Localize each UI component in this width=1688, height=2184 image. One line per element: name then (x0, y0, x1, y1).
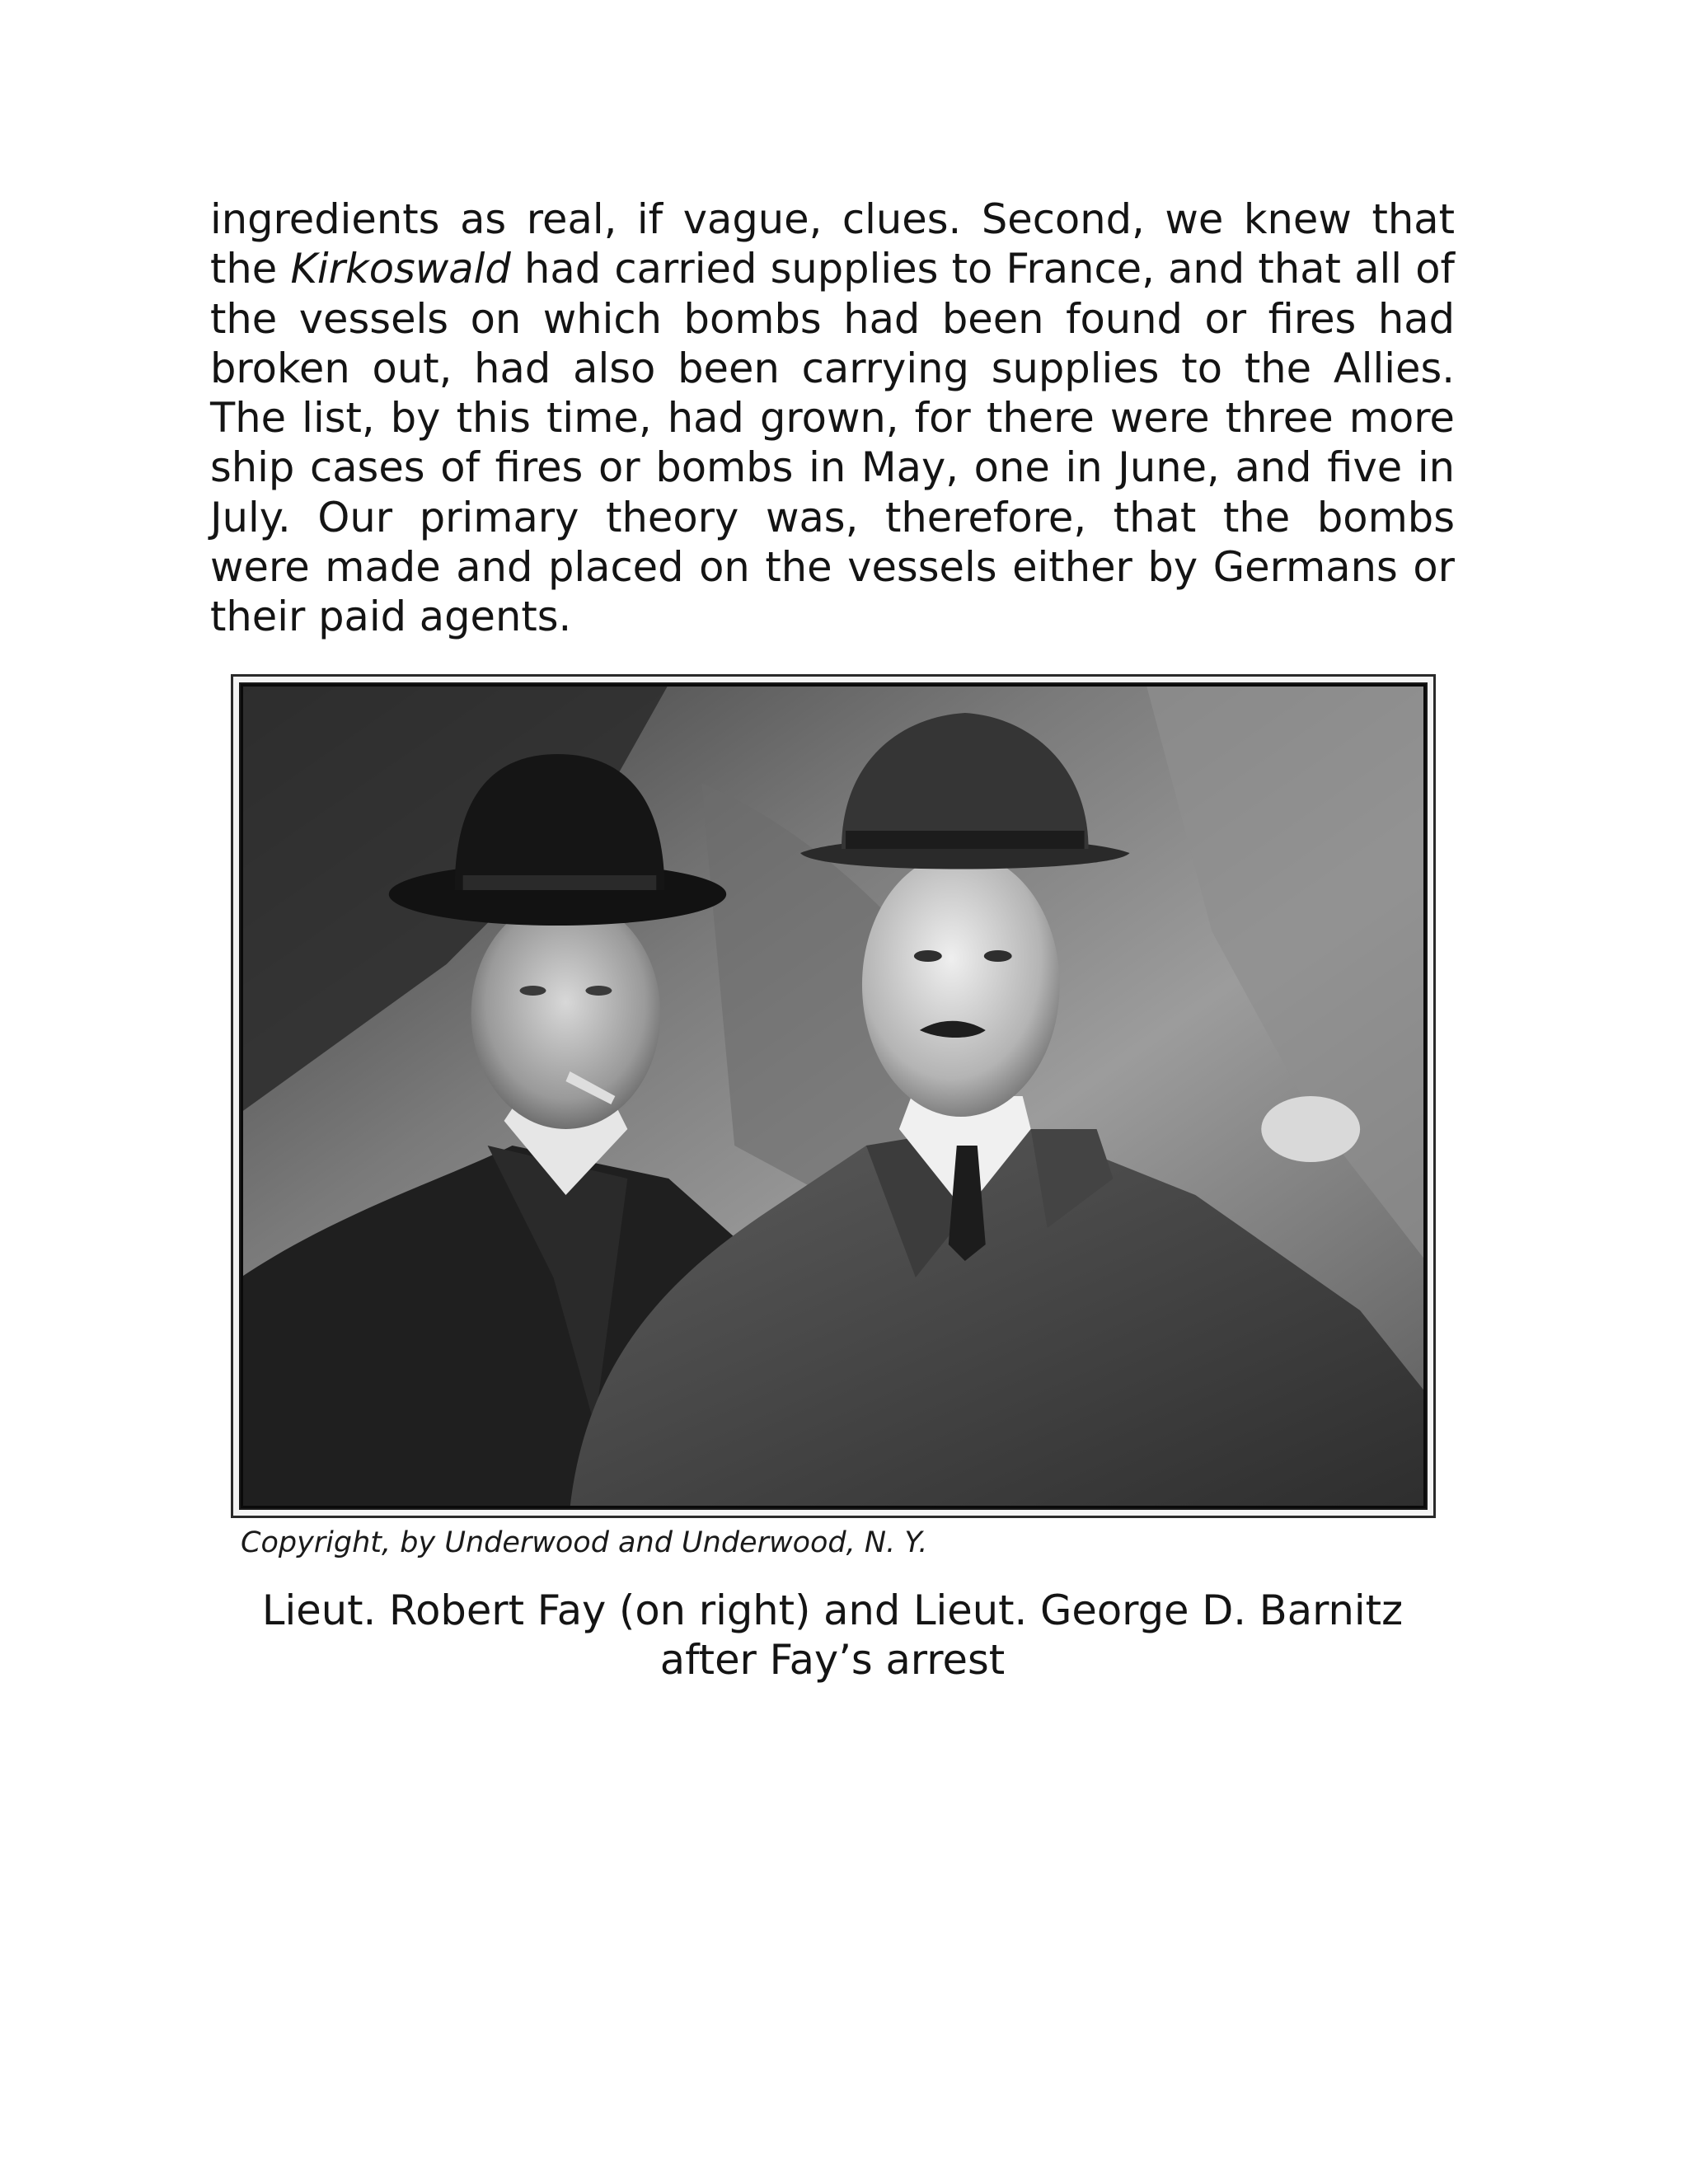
body-paragraph (210, 194, 1455, 642)
paragraph-text-end: had carried supplies to France, and that all of the vessels on which bombs had been found or fires had broken out, had also been carrying supplies to the Allies. The list, by this time, had grown, for there were three more ship cases of fires or bombs in May, one in June, and five in July. Our primary theory was, therefore, that the bombs were made and placed on the vessels either by Germans or their paid agents. (210, 245, 1455, 641)
paragraph-text-start: ingredients as real, if vague, clues. Second, we knew that the (210, 195, 1455, 293)
photo-image (239, 682, 1428, 1510)
ship-name-italic: Kirkoswald (290, 245, 511, 293)
photo-copyright: Copyright, by Underwood and Underwood, N. Y. (241, 1526, 928, 1559)
photograph (231, 674, 1436, 1518)
photo-caption: Lieut. Robert Fay (on right) and Lieut. George D. Barnitz after Fay’s arrest (261, 1586, 1404, 1685)
